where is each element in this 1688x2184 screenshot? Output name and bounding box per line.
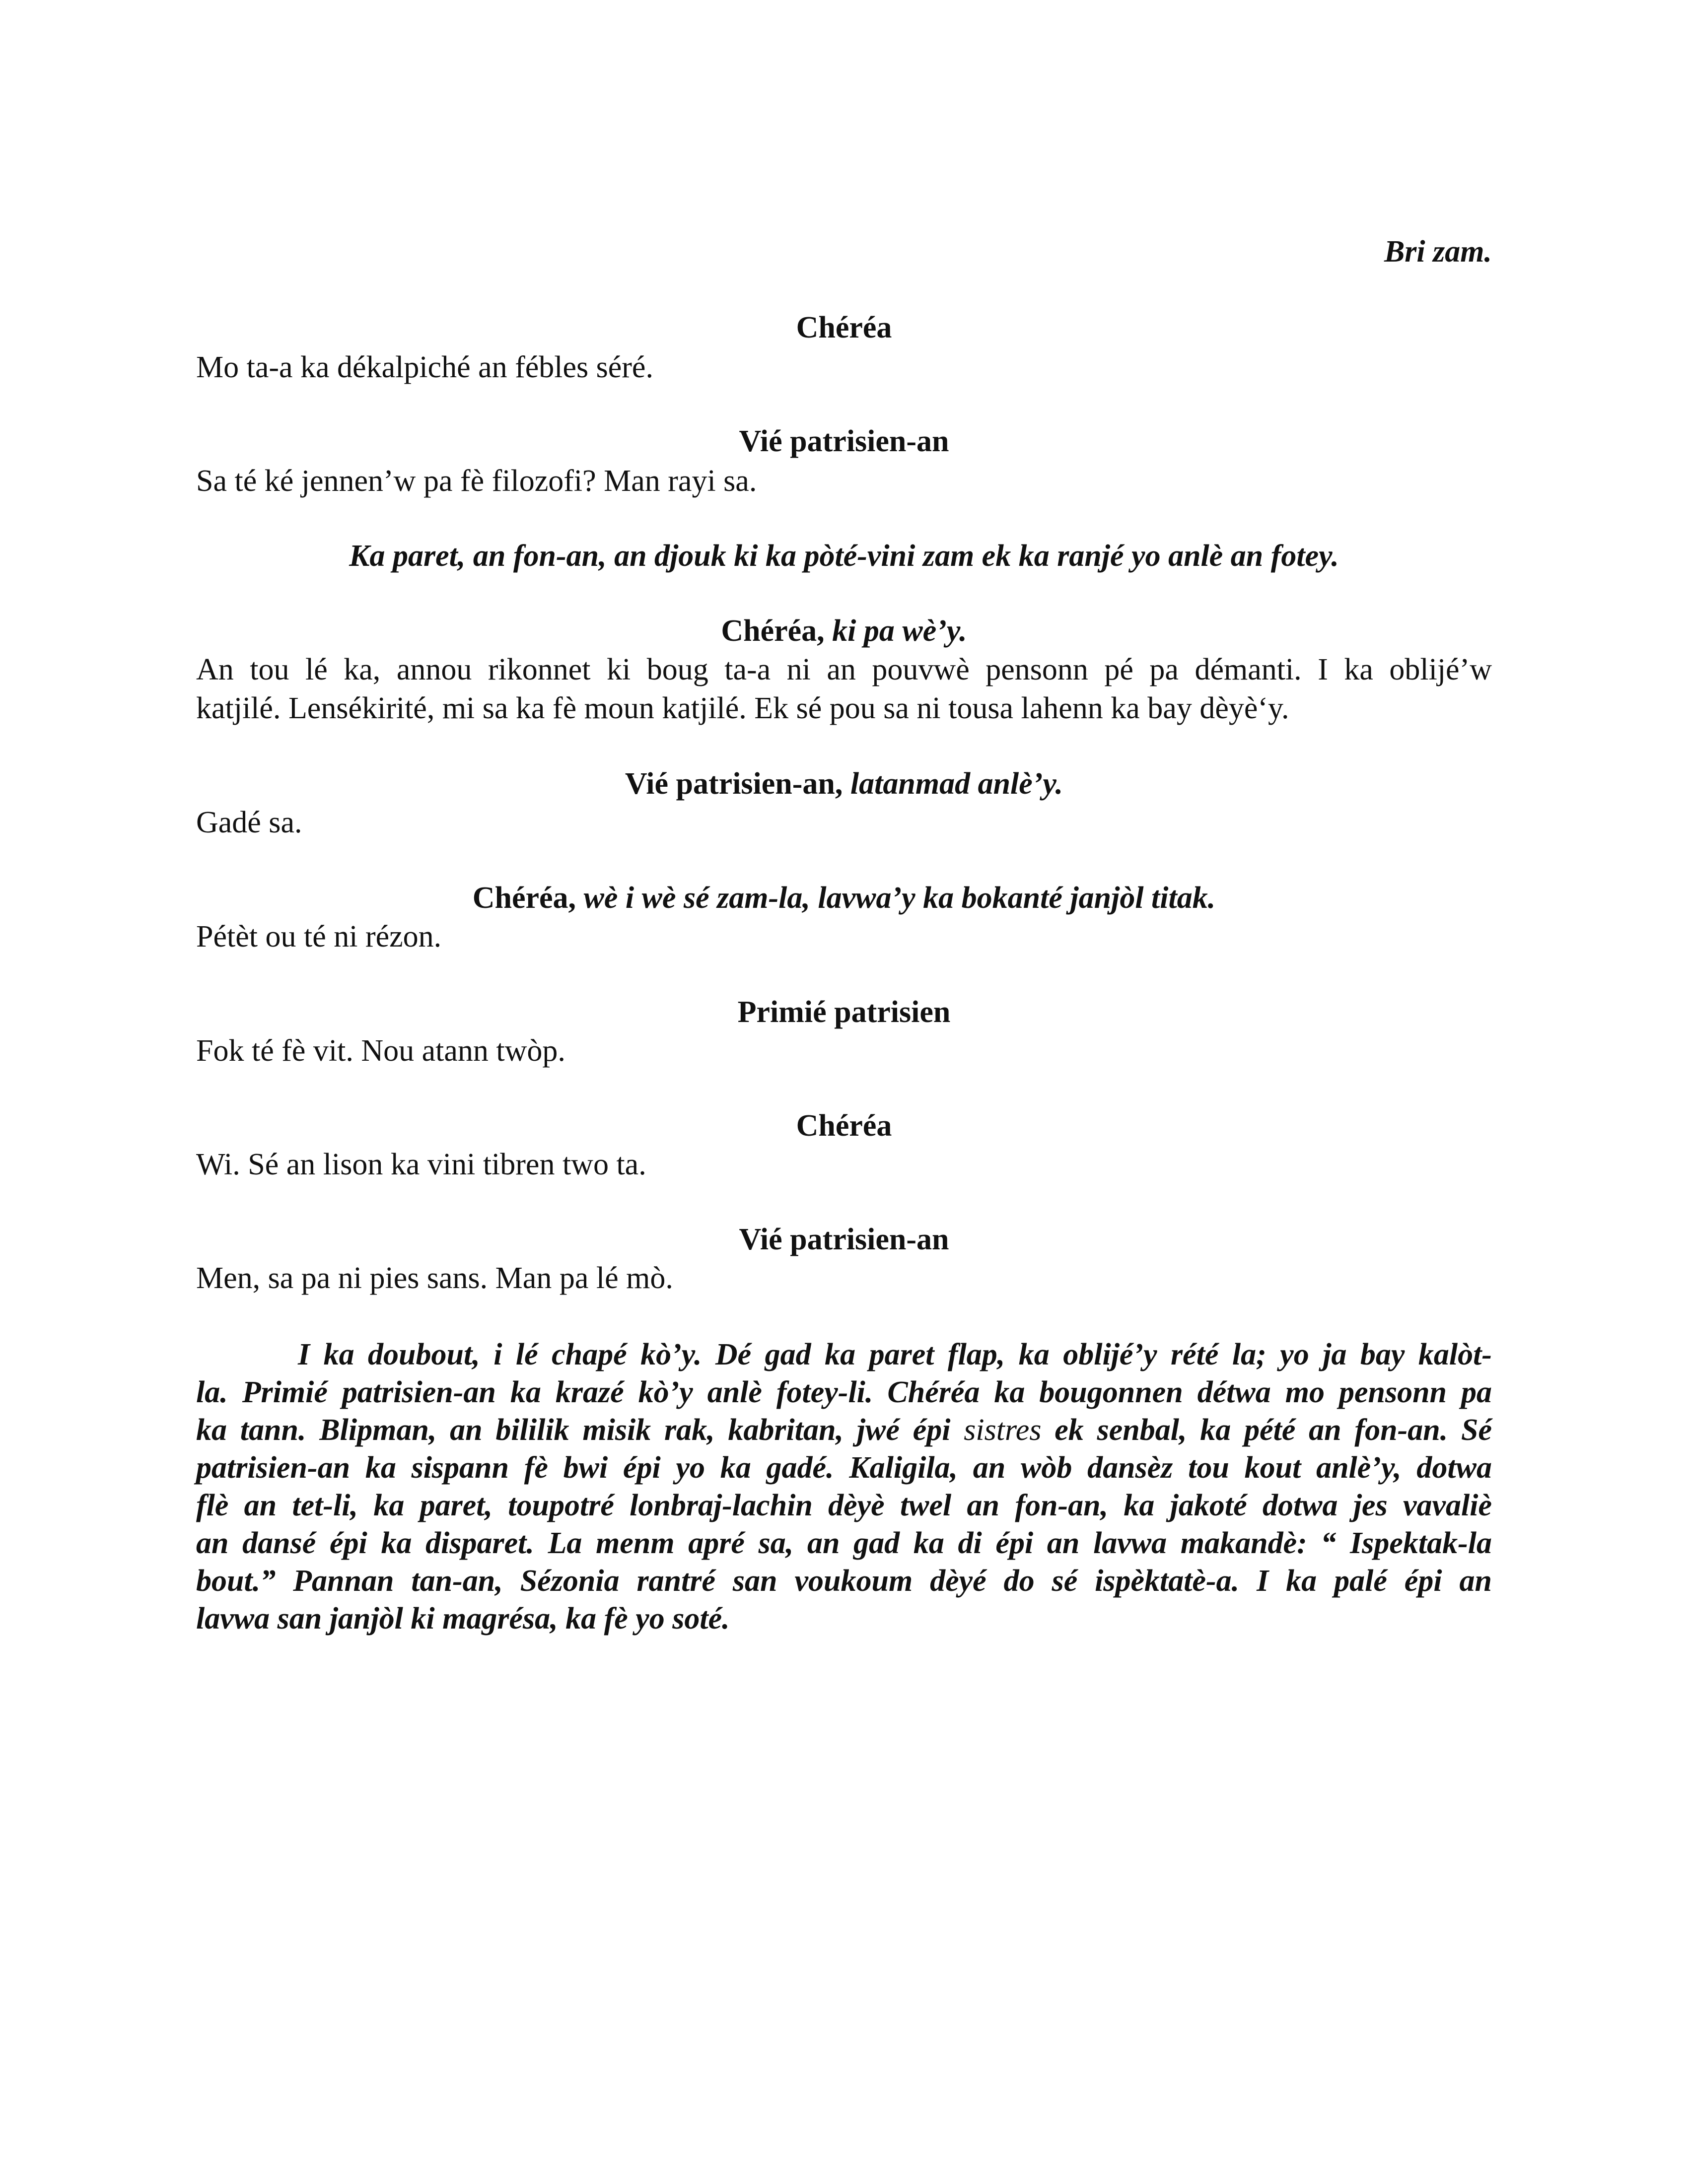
speaker-name: Vié patrisien-an <box>739 1223 949 1256</box>
stage-direction-top: Bri zam. <box>1384 235 1492 269</box>
stage-paragraph-line: flè an tet-li, ka paret, toupotré lonbraj-lachin dèyè twel an fon-an, ka jakoté dotwa jes vavaliè <box>196 1489 1492 1522</box>
speaker-direction: latanmad anlè’y. <box>843 767 1063 801</box>
stage-direction: Ka paret, an fon-an, an djouk ki ka pòté-vini zam ek ka ranjé yo anlè an fotey. <box>349 539 1339 573</box>
speaker-name: Vié patrisien-an, <box>625 767 843 801</box>
dialogue-line: katjilé. Lensékirité, mi sa ka fè moun katjilé. Ek sé pou sa ni tousa lahenn ka bay dèyè‘y. <box>196 691 1289 725</box>
speaker-name: Chéréa <box>796 311 892 344</box>
dialogue-line: Mo ta-a ka dékalpiché an fébles séré. <box>196 350 653 384</box>
speaker-name: Chéréa <box>796 1109 892 1143</box>
speaker-heading <box>196 879 1492 917</box>
stage-paragraph-line: I ka doubout, i lé chapé kò’y. Dé gad ka paret flap, ka oblijé’y rété la; yo ja bay kalòt- <box>298 1338 1492 1371</box>
dialogue-line: Gadé sa. <box>196 806 302 839</box>
stage-paragraph-line: an dansé épi ka disparet. La menm apré sa, an gad ka di épi an lavwa makandè: “ Ispektak-la <box>196 1526 1492 1560</box>
dialogue-line: Men, sa pa ni pies sans. Man pa lé mò. <box>196 1261 673 1295</box>
dialogue-line: Sa té ké jennen’w pa fè filozofi? Man rayi sa. <box>196 464 757 498</box>
speaker-name: Chéréa, <box>721 614 825 648</box>
dialogue-line: Pétèt ou té ni rézon. <box>196 920 442 954</box>
stage-paragraph-line: bout.” Pannan tan-an, Sézonia rantré san voukoum dèyé do sé ispèktatè-a. I ka palé épi an <box>196 1564 1492 1598</box>
stage-paragraph-line: patrisien-an ka sispann fè bwi épi yo ka gadé. Kaligila, an wòb dansèz tou kout anlè’y, dotwa <box>196 1451 1492 1485</box>
speaker-direction: ki pa wè’y. <box>824 614 967 648</box>
speaker-heading <box>196 764 1492 803</box>
dialogue-line: Fok té fè vit. Nou atann twòp. <box>196 1034 565 1068</box>
speaker-name: Chéréa, <box>472 881 576 915</box>
dialogue-line: An tou lé ka, annou rikonnet ki boug ta-a ni an pouvwè pensonn pé pa démanti. I ka oblijé’w <box>196 653 1492 686</box>
speaker-direction: wè i wè sé zam-la, lavwa’y ka bokanté janjòl titak. <box>576 881 1216 915</box>
stage-paragraph-line: la. Primié patrisien-an ka krazé kò’y anlè fotey-li. Chéréa ka bougonnen détwa mo pensonn pa <box>196 1375 1492 1409</box>
stage-paragraph-line <box>196 1411 1492 1449</box>
dialogue-line: Wi. Sé an lison ka vini tibren two ta. <box>196 1148 646 1181</box>
stage-text: ek senbal, ka pété an fon-an. Sé <box>1055 1413 1492 1447</box>
stage-text: ka tann. Blipman, an bililik misik rak, kabritan, jwé épi <box>196 1413 951 1447</box>
speaker-heading <box>196 612 1492 650</box>
stage-text-instrument: sistres <box>964 1413 1042 1447</box>
speaker-name: Vié patrisien-an <box>739 424 949 458</box>
speaker-name: Primié patrisien <box>737 995 951 1029</box>
stage-paragraph-line: lavwa san janjòl ki magrésa, ka fè yo soté. <box>196 1602 730 1636</box>
